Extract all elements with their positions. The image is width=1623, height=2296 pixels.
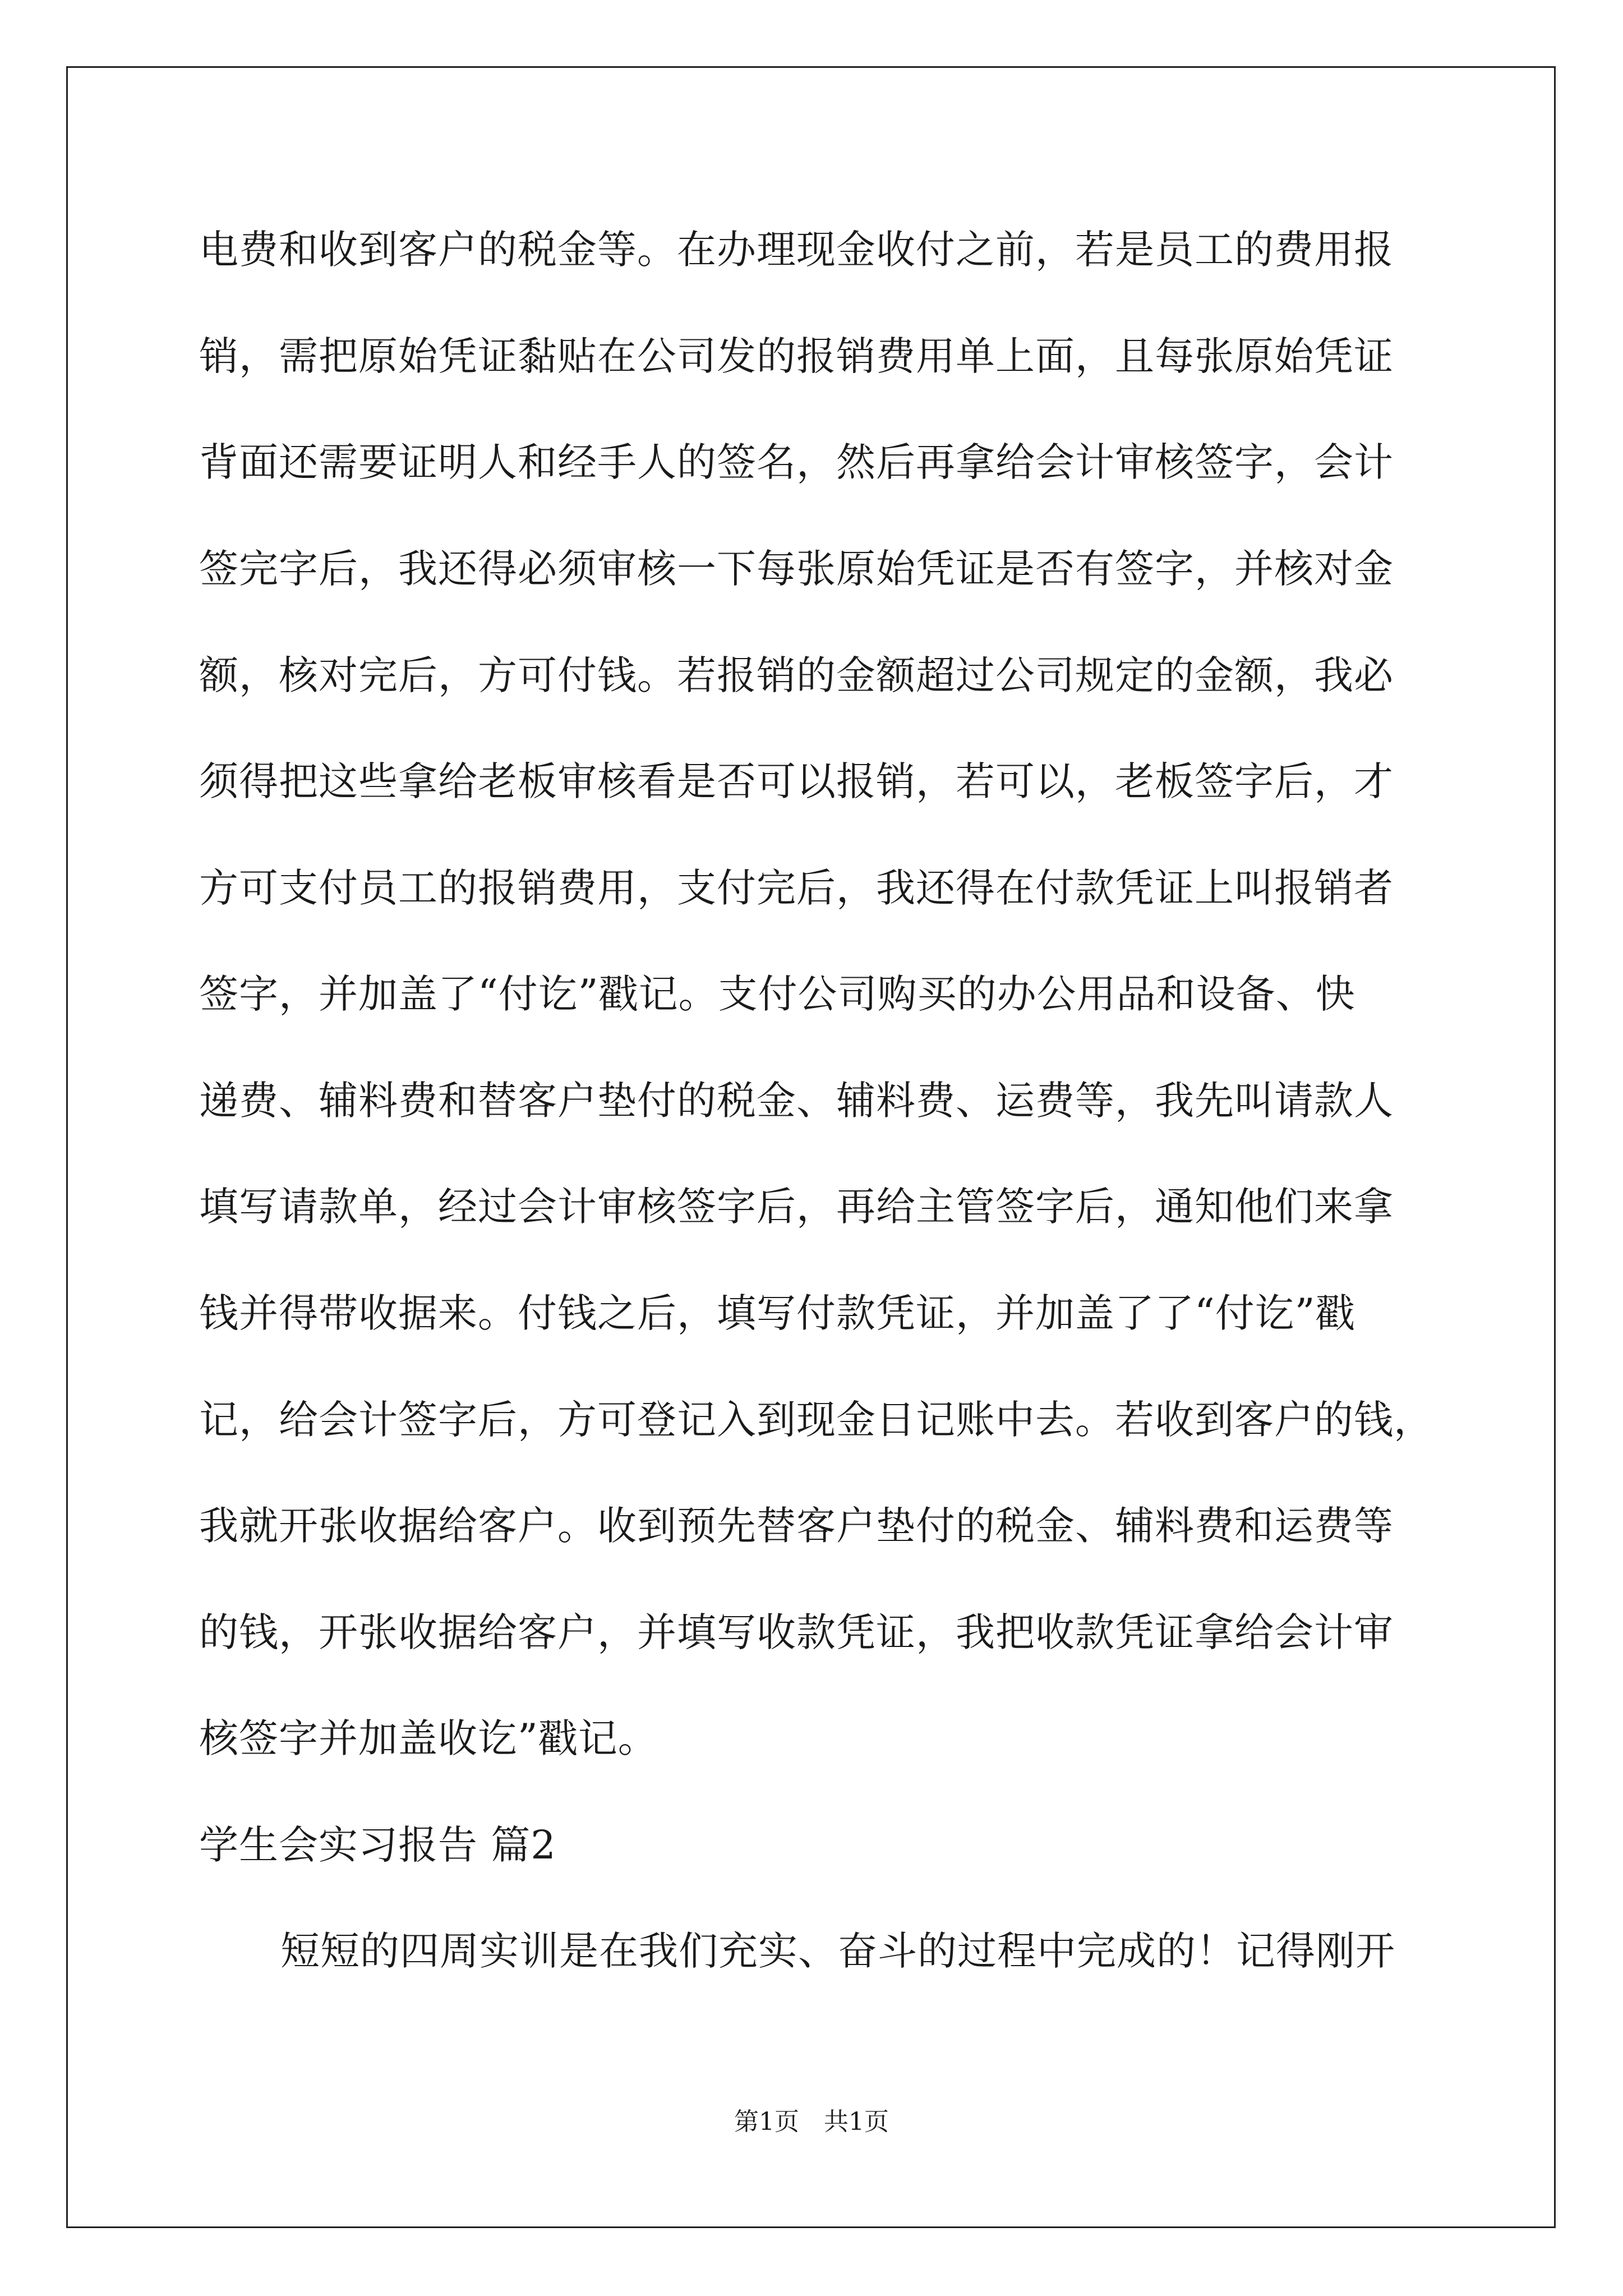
text-line: 的钱，开张收据给客户，并填写收款凭证，我把收款凭证拿给会计审 [199, 1609, 1394, 1655]
text-line: 填写请款单，经过会计审核签字后，再给主管签字后，通知他们来拿 [199, 1184, 1394, 1230]
text-line: 签完字后，我还得必须审核一下每张原始凭证是否有签字，并核对金 [199, 546, 1394, 592]
page-frame [66, 66, 1556, 2228]
text-line: 方可支付员工的报销费用，支付完后，我还得在付款凭证上叫报销者 [199, 865, 1394, 911]
text-line: 额，核对完后，方可付钱。若报销的金额超过公司规定的金额，我必 [199, 652, 1394, 698]
text-line: 电费和收到客户的税金等。在办理现金收付之前，若是员工的费用报 [199, 227, 1394, 273]
text-line: 钱并得带收据来。付钱之后，填写付款凭证，并加盖了了“付讫”戳 [199, 1290, 1355, 1336]
paragraph-first-line: 短短的四周实训是在我们充实、奋斗的过程中完成的！记得刚开 [280, 1928, 1395, 1974]
text-line: 递费、辅料费和替客户垫付的税金、辅料费、运费等，我先叫请款人 [199, 1078, 1394, 1124]
text-line: 签字，并加盖了“付讫”戳记。支付公司购买的办公用品和设备、快 [199, 971, 1355, 1017]
text-line: 须得把这些拿给老板审核看是否可以报销，若可以，老板签字后，才 [199, 758, 1394, 804]
text-line: 销，需把原始凭证黏贴在公司发的报销费用单上面，且每张原始凭证 [199, 333, 1394, 379]
text-line: 我就开张收据给客户。收到预先替客户垫付的税金、辅料费和运费等 [199, 1503, 1394, 1549]
section-heading: 学生会实习报告 篇2 [199, 1822, 556, 1868]
text-line: 记，给会计签字后，方可登记入到现金日记账中去。若收到客户的钱， [199, 1397, 1433, 1443]
text-line: 背面还需要证明人和经手人的签名，然后再拿给会计审核签字，会计 [199, 439, 1394, 485]
text-line: 核签字并加盖收讫”戳记。 [199, 1715, 658, 1761]
page-footer: 第1页 共1页 [734, 2108, 889, 2136]
